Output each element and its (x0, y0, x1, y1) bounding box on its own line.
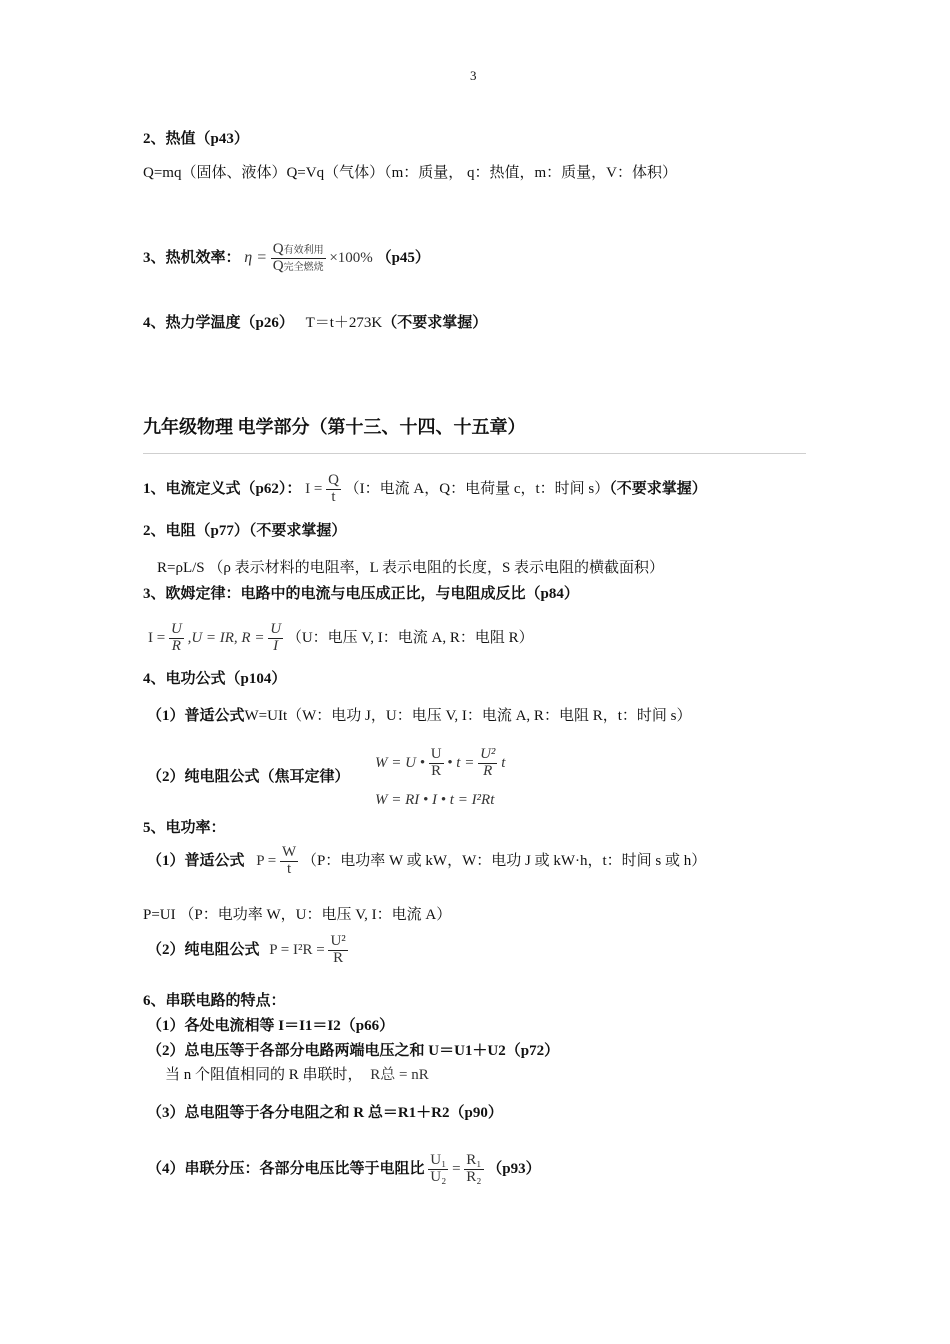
resistance-title: 2、电阻（p77）（不要求掌握） (143, 523, 347, 539)
power-resistive-label: （2）纯电阻公式 (147, 942, 260, 958)
work-a-fraction-1 (429, 747, 444, 780)
power-general-label: （1）普适公式 (147, 853, 245, 869)
work-resistive-formula-a (375, 740, 505, 786)
current-note: （不要求掌握） (609, 481, 707, 497)
work-general-formula: W=UIt（W：电功 J，U：电压 V, I：电流 A, R：电阻 R，t：时间 s） (244, 708, 692, 724)
thermo-temp-formula: T＝t＋273K (305, 315, 383, 331)
work-a-num1: U (430, 746, 442, 763)
work-a-fraction-2 (478, 747, 497, 780)
work-a-mid: • t = (447, 755, 475, 771)
work-resistive-label: （2）纯电阻公式（焦耳定律） (147, 769, 350, 785)
current-fraction (326, 473, 341, 506)
engine-efficiency-title: 3、热机效率： (143, 250, 241, 266)
series-item-2: （2）总电压等于各部分电路两端电压之和 U＝U1＋U2（p72） (147, 1043, 560, 1059)
power-pui-line: P=UI （P：电功率 W，U：电压 V, I：电流 A） (143, 907, 452, 923)
heat-value-title: 2、热值（p43） (143, 131, 249, 147)
resistance-ratio-fraction (464, 1153, 483, 1186)
work-general-row (147, 704, 691, 725)
ohm-fraction-2 (268, 622, 283, 655)
ohm-f1-num: U (170, 621, 182, 638)
power-denominator: t (287, 861, 292, 878)
ohm-f2-num: U (270, 621, 282, 638)
electric-work-title: 4、电功公式（p104） (143, 671, 287, 687)
resistance-ratio-num: R₁ (466, 1152, 482, 1169)
current-definition-title: 1、电流定义式（p62）： (143, 481, 302, 497)
resistance-ratio-den: R₂ (466, 1169, 482, 1186)
series-item-2b-text: 当 n 个阻值相同的 R 串联时， (165, 1067, 363, 1083)
ohm-I-lhs: I = (148, 630, 166, 646)
efficiency-numerator-sub: 有效利用 (283, 245, 324, 257)
resistance-formula-line: R=ρL/S （ρ 表示材料的电阻率，L 表示电阻的长度，S 表示电阻的横截面积） (157, 560, 665, 576)
engine-efficiency-row (143, 232, 430, 284)
work-general-label: （1）普适公式 (147, 708, 245, 724)
series-item-2b (165, 1063, 429, 1084)
efficiency-percent: ×100% (329, 250, 373, 266)
heading-divider (143, 453, 806, 454)
efficiency-denominator: Q (272, 258, 284, 275)
voltage-ratio-fraction (428, 1153, 448, 1186)
power-general-row (147, 838, 706, 884)
current-denominator: t (331, 489, 336, 506)
ratio-equals: = (452, 1161, 461, 1177)
heat-value-formula-line: Q=mq（固体、液体）Q=Vq（气体）（m：质量， q：热值，m：质量，V：体积） (143, 165, 678, 181)
eta-symbol: η = (244, 249, 267, 266)
current-lhs: I = (305, 481, 323, 497)
work-a-lhs: W = U • (375, 755, 425, 771)
power-description: （P：电功率 W 或 kW，W：电功 J 或 kW·h，t：时间 s 或 h） (301, 853, 707, 869)
efficiency-ref: （p45） (376, 250, 430, 266)
ohms-law-title: 3、欧姆定律：电路中的电流与电压成正比，与电阻成反比（p84） (143, 586, 579, 602)
voltage-ratio-den: U₂ (430, 1169, 447, 1186)
current-description: （I：电流 A，Q：电荷量 c，t：时间 s） (344, 481, 610, 497)
ohms-law-formula-row (148, 615, 534, 661)
power-resistive-num: U² (330, 933, 346, 950)
work-resistive-formula-b: W = RI • I • t = I²Rt (375, 792, 495, 808)
power-lhs: P = (256, 853, 277, 869)
series-item-2b-formula: R总 = nR (370, 1067, 429, 1083)
power-resistive-lhs: P = I²R = (269, 942, 325, 958)
current-numerator: Q (328, 472, 339, 489)
series-item-1: （1）各处电流相等 I＝I1＝I2（p66） (147, 1018, 395, 1034)
voltage-ratio-num: U₁ (430, 1152, 447, 1169)
efficiency-denominator-sub: 完全燃烧 (283, 262, 324, 274)
efficiency-numerator: Q (272, 241, 284, 258)
ohm-mid: ,U = IR, R = (187, 630, 265, 646)
ohm-description: （U：电压 V, I：电流 A, R：电阻 R） (286, 630, 534, 646)
work-a-tail: t (501, 755, 506, 771)
thermo-temp-row (143, 311, 487, 332)
power-fraction (280, 845, 298, 878)
series-circuit-title: 6、串联电路的特点： (143, 993, 286, 1009)
electric-power-title: 5、电功率： (143, 820, 226, 836)
section-heading: 九年级物理 电学部分（第十三、十四、十五章） (143, 417, 526, 437)
work-a-den1: R (431, 763, 442, 780)
current-definition-row (143, 466, 707, 512)
series-item-3: （3）总电阻等于各分电阻之和 R 总＝R1＋R2（p90） (147, 1105, 503, 1121)
work-a-den2: R (483, 763, 493, 780)
series-item-4-label: （4）串联分压：各部分电压比等于电阻比 (147, 1161, 425, 1177)
series-item-4-ref: （p93） (487, 1161, 541, 1177)
power-resistive-den: R (333, 950, 344, 967)
power-resistive-row (147, 927, 348, 973)
power-numerator: W (282, 844, 297, 861)
series-item-4-row (147, 1146, 541, 1192)
power-resistive-fraction (328, 934, 347, 967)
thermo-temp-note: （不要求掌握） (382, 315, 488, 331)
page-number: 3 (470, 68, 477, 83)
work-a-num2: U² (480, 746, 496, 763)
ohm-f2-den: I (273, 638, 279, 655)
efficiency-fraction (271, 242, 326, 275)
thermo-temp-title: 4、热力学温度（p26） (143, 315, 294, 331)
ohm-f1-den: R (171, 638, 181, 655)
ohm-fraction-1 (169, 622, 184, 655)
